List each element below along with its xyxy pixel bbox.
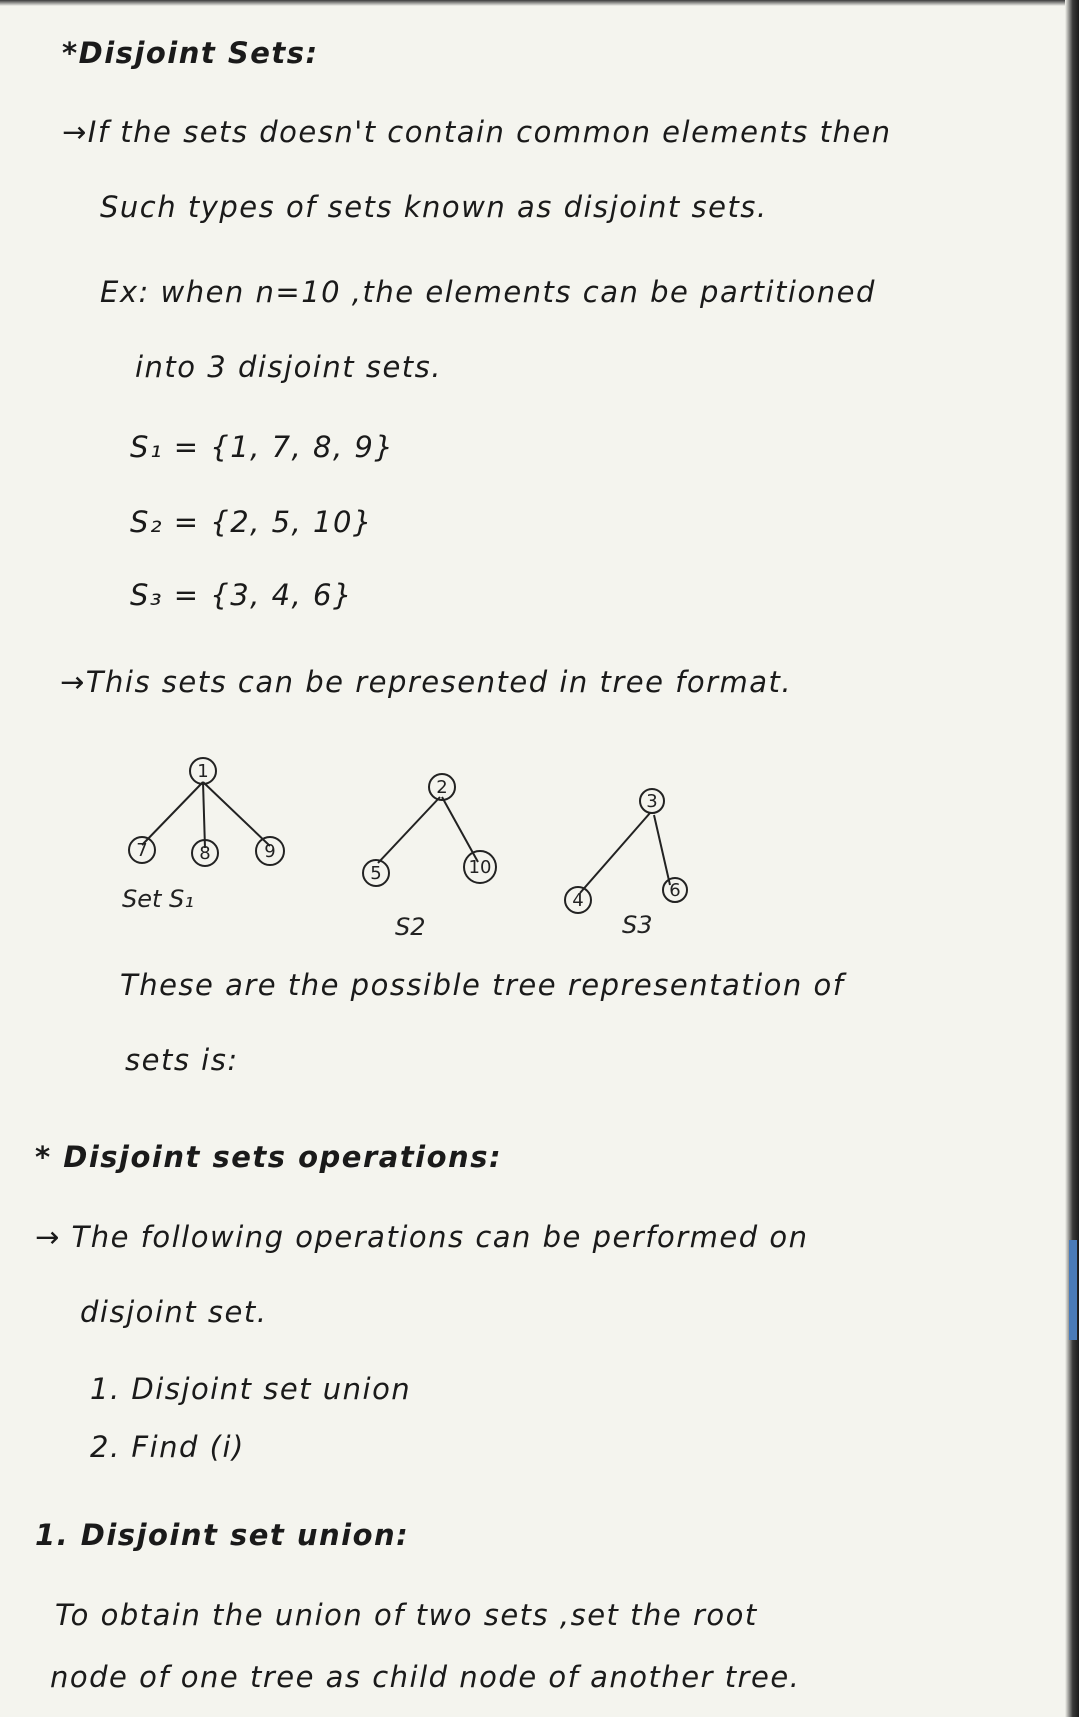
node-label-8: 8 — [199, 843, 211, 864]
node-label-7: 7 — [136, 840, 148, 861]
operation-2: 2. Find (i) — [90, 1430, 245, 1464]
node-label-10: 10 — [468, 857, 492, 878]
tree-diagrams — [100, 755, 740, 945]
node-label-6: 6 — [669, 880, 681, 901]
set-s1: S₁ = {1, 7, 8, 9} — [130, 430, 395, 464]
possible-line-2: sets is: — [125, 1043, 239, 1077]
page-top-edge — [0, 0, 1079, 6]
heading-operations: * Disjoint sets operations: — [35, 1140, 503, 1174]
page-edge-tab — [1069, 1240, 1077, 1340]
set-s3: S₃ = {3, 4, 6} — [130, 578, 353, 612]
edge-1-9 — [203, 782, 270, 846]
set-s2: S₂ = {2, 5, 10} — [130, 505, 373, 539]
union-line-2: node of one tree as child node of another tree. — [50, 1660, 801, 1694]
definition-line-2: Such types of sets known as disjoint sets. — [100, 190, 768, 224]
heading-set-union: 1. Disjoint set union: — [35, 1518, 410, 1552]
page-right-edge — [1065, 0, 1079, 1717]
tree-format-line: →This sets can be represented in tree format. — [60, 665, 793, 699]
node-label-4: 4 — [572, 890, 584, 911]
operation-1: 1. Disjoint set union — [90, 1372, 412, 1406]
example-line-2: into 3 disjoint sets. — [135, 350, 442, 384]
node-label-9: 9 — [264, 841, 276, 862]
node-label-3: 3 — [646, 791, 658, 812]
node-label-2: 2 — [436, 777, 448, 798]
caption-s2: S2 — [395, 913, 426, 941]
edge-3-4 — [580, 813, 650, 893]
node-label-1: 1 — [197, 761, 209, 782]
operations-line-1: → The following operations can be performed on — [35, 1220, 809, 1254]
union-line-1: To obtain the union of two sets ,set the root — [55, 1598, 758, 1632]
edge-2-5 — [378, 797, 440, 863]
possible-line-1: These are the possible tree representation of — [120, 968, 845, 1002]
edge-1-8 — [203, 782, 205, 848]
caption-set-s1: Set S₁ — [122, 885, 194, 913]
node-label-5: 5 — [370, 863, 382, 884]
definition-line-1: →If the sets doesn't contain common elements then — [62, 115, 892, 149]
caption-s3: S3 — [622, 911, 653, 939]
example-line-1: Ex: when n=10 ,the elements can be partitioned — [100, 275, 876, 309]
heading-disjoint-sets: *Disjoint Sets: — [62, 36, 319, 70]
edge-3-6 — [654, 815, 670, 885]
edge-1-7 — [142, 782, 203, 845]
operations-line-2: disjoint set. — [80, 1295, 268, 1329]
